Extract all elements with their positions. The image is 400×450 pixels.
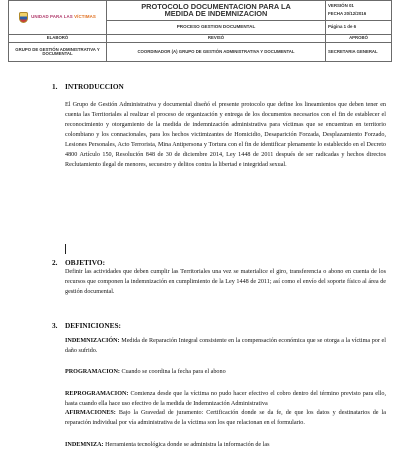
elaboro-value: GRUPO DE GESTIÓN ADMINISTRATIVA Y DOCUMENTAL xyxy=(9,43,107,62)
version-label: VERSIÓN 01 xyxy=(328,3,354,9)
logo-text-2: VÍCTIMAS xyxy=(74,14,96,20)
role-aprobo: APROBÓ xyxy=(326,34,392,42)
section-number: 3. xyxy=(52,321,58,330)
definition-text: Medida de Reparación Integral consistente en la compensación económica que se otorga a la víctima por el daño sufrido. xyxy=(65,338,386,354)
section-title: INTRODUCCION xyxy=(65,82,124,91)
definition-indemnizacion xyxy=(65,336,386,356)
definition-text: Herramienta tecnológica donde se administra la información de las xyxy=(105,442,270,448)
text-cursor xyxy=(65,244,66,254)
aprobo-value: SECRETARIA GENERAL xyxy=(326,43,392,62)
definition-term: AFIRMACIONES: xyxy=(65,410,116,416)
section-number: 1. xyxy=(52,82,58,91)
definition-indemniza xyxy=(65,440,386,450)
date-label: FECHA 20/12/2016 xyxy=(328,10,367,16)
title-line-2: MEDIDA DE INDEMNIZACION xyxy=(164,9,268,19)
definition-text: Bajo la Gravedad de juramento: Certificación donde se da fe, de que los datos y destinatarios de la reparación individual por vía administrativa de la víctima son los que relacionan en el formulario. xyxy=(65,410,386,426)
definition-reprogramacion xyxy=(65,389,386,409)
role-elaboro: ELABORÓ xyxy=(9,34,107,42)
definition-afirmaciones xyxy=(65,408,386,426)
reviso-value: COORDINADOR (A) GRUPO DE GESTIÓN ADMINISTRATIVA Y DOCUMENTAL xyxy=(107,43,326,62)
section-number: 2. xyxy=(52,258,58,267)
definition-text: Comienza desde que la víctima no pudo hacer efectivo el cobro dentro del término previsto para ello, hasta cuando ella hace uso efectivo de la medida de Indemnización Administrativa xyxy=(65,391,386,407)
definition-term: PROGRAMACION: xyxy=(65,369,120,375)
introduction-paragraph: El Grupo de Gestión Administrativa y documental diseñó el presente protocolo que define los lineamientos que deben tener en cuenta las Territoriales al realizar el proceso de organización y entrega de los documentos necesarios con el fin de establecer el reconocimiento y otorgamiento de la medida de indemnización administrativa para víctimas que se encuentran en territorio colombiano y los connacionales, para los hechos victimizantes de Homicidio, Desaparición Forzada, Desplazamiento Forzado, Lesiones Personales, Acto Terrorista, Mina Antipersona y Tortura con el fin de identificar plenamente lo establecido en el Decreto 4800 Artículo 150, Resolución 848 de 30 de diciembre 2014, Ley 1448 de 2011 después de ser radicadas y hechos directos Reclutamiento ilegal de menores, secuestro y delitos contra la libertad e integridad sexual. xyxy=(65,102,386,168)
section-title: DEFINICIONES: xyxy=(65,321,121,330)
section-title: OBJETIVO: xyxy=(65,258,105,267)
title-line-1: PROTOCOLO DOCUMENTACION PARA LA xyxy=(141,1,291,11)
definition-term: INDEMNIZACIÓN: xyxy=(65,338,120,344)
definition-text: Cuando se coordina la fecha para el abono xyxy=(121,369,226,375)
process-name: PROCESO GESTION DOCUMENTAL xyxy=(107,20,326,34)
objective-paragraph: Definir las actividades que deben cumplir las Territoriales una vez se materialice el giro, transferencia o abono en cuenta de los recursos que componen la indemnización en cumplimiento de la Ley 1448 de 2011; así como el envío del soporte físico al área de gestión documental. xyxy=(65,269,386,295)
page-number: Página 1 de 6 xyxy=(326,20,392,34)
role-reviso: REVISÓ xyxy=(107,34,326,42)
logo-text: UNIDAD PARA LAS xyxy=(31,14,73,20)
definition-term: REPROGRAMACION: xyxy=(65,391,129,397)
definition-term: INDEMNIZA: xyxy=(65,442,104,448)
definition-programacion xyxy=(65,367,386,377)
